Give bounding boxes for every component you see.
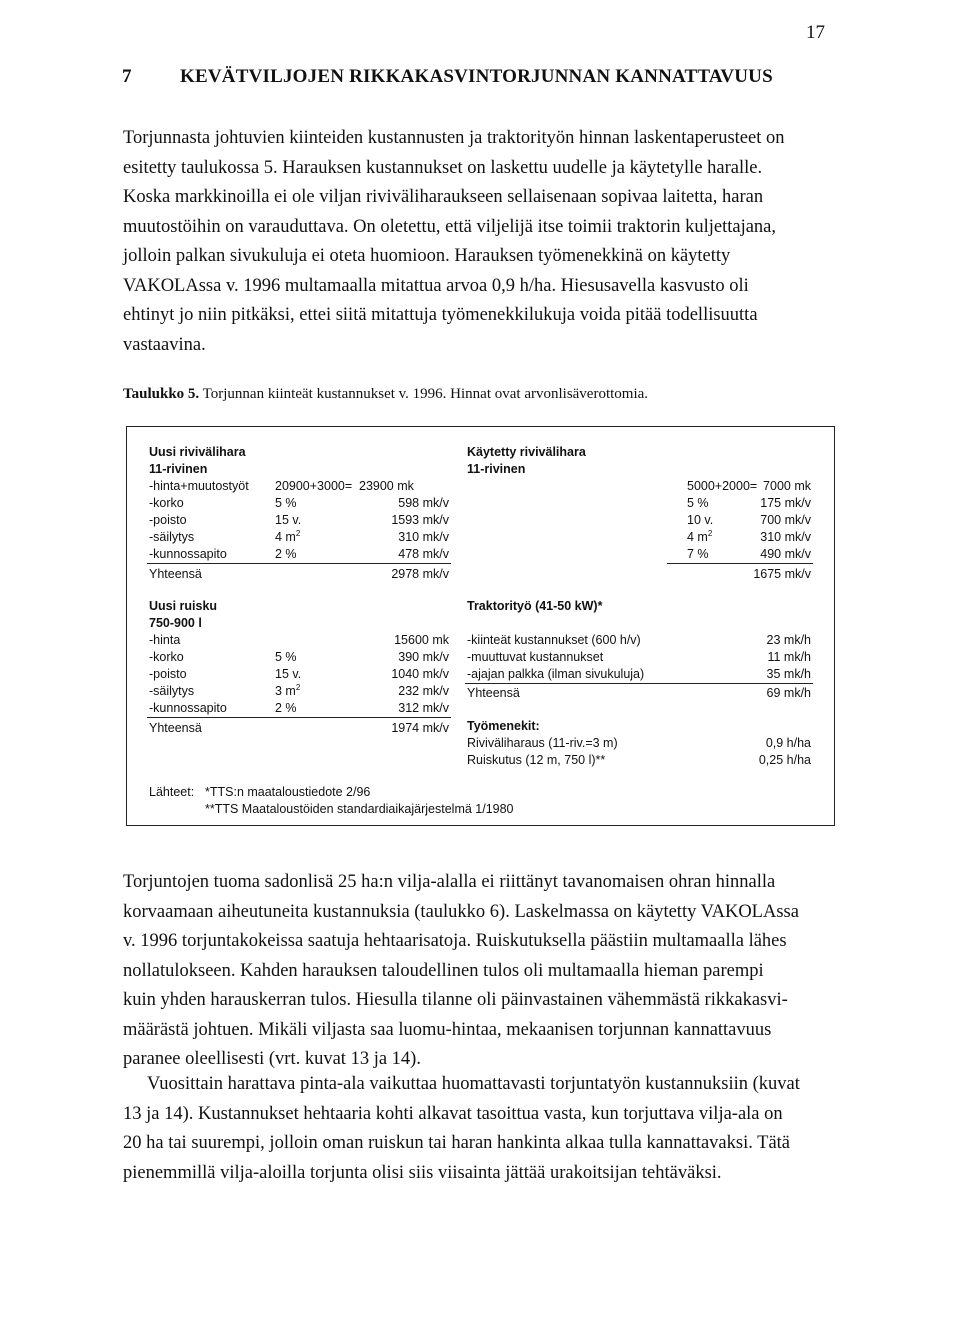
new-harrow-price-label: -hinta+muutostyöt <box>149 479 249 493</box>
results-paragraph <box>123 868 843 1075</box>
used-harrow-total-value: 1675 mk/v <box>753 567 811 581</box>
used-harrow-maintenance-value: 490 mk/v <box>760 547 811 561</box>
tractor-title: Traktorityö (41-50 kW)* <box>467 599 603 613</box>
sprayer-subtitle: 750-900 l <box>149 616 202 630</box>
used-harrow-maintenance-rate: 7 % <box>687 547 709 561</box>
text-line: korvaamaan aiheutuneita kustannuksia (taulukko 6). Laskelmassa on käytetty VAKOLAssa <box>123 901 799 922</box>
used-harrow-storage-area: 4 $m^2$ <box>687 528 713 544</box>
caption-label: Taulukko 5. <box>123 386 200 402</box>
new-harrow-depreciation-value: 1593 mk/v <box>391 513 449 527</box>
new-harrow-depreciation-label: -poisto <box>149 513 187 527</box>
sprayer-interest-value: 390 mk/v <box>398 650 449 664</box>
tractor-total-value: 69 mk/h <box>766 686 811 700</box>
text-line: Koska markkinoilla ei ole viljan riviväliharaukseen sellaisenaan sopivaa laitetta, haran <box>123 187 764 207</box>
new-harrow-maintenance-value: 478 mk/v <box>398 547 449 561</box>
work-title: Työmenekit: <box>467 719 540 733</box>
text-line: kuin yhden harauskerran tulos. Hiesulla tilanne oli päinvastainen vähemmästä rikkakasvi- <box>123 990 788 1010</box>
work-spraying-value: 0,25 h/ha <box>758 753 811 767</box>
new-harrow-price-calc: 20900+3000= <box>275 479 353 493</box>
text-line: määrästä johtuen. Mikäli viljasta saa luomu-hintaa, mekaanisen torjunnan kannattavuus <box>123 1019 772 1040</box>
tractor-variable-label: -muuttuvat kustannukset <box>467 650 604 664</box>
text-line: 13 ja 14). Kustannukset hehtaaria kohti alkavat tasoittua vasta, kun torjuttava vilja-ala on <box>123 1103 783 1124</box>
tractor-wage-value: 35 mk/h <box>766 667 811 681</box>
new-harrow-title: Uusi rivivälihara <box>149 445 246 459</box>
text-line: nollatulokseen. Kahden harauksen taloudellinen tulos oli multamaalla hieman parempi <box>123 960 764 981</box>
new-harrow-storage-value: 310 mk/v <box>398 530 449 544</box>
used-harrow-subtitle: 11-rivinen <box>467 462 526 476</box>
sprayer-interest-label: -korko <box>149 650 184 664</box>
sources-label: Lähteet: <box>149 785 195 799</box>
sprayer-total-value: 1974 mk/v <box>391 721 449 735</box>
new-harrow-interest-rate: 5 % <box>275 496 297 510</box>
text-line: pienemmillä vilja-aloilla torjunta olisi siis viisainta jättää urakoitsijan tehtäväksi. <box>123 1162 722 1183</box>
used-harrow-price-value: 7000 mk <box>763 479 811 493</box>
tractor-variable-value: 11 mk/h <box>767 650 811 664</box>
new-harrow-depreciation-years: 15 v. <box>275 513 302 527</box>
used-harrow-title: Käytetty rivivälihara <box>467 445 586 459</box>
used-harrow-interest-rate: 5 % <box>687 496 709 510</box>
sprayer-depreciation-years: 15 v. <box>275 667 302 681</box>
text-line: esitetty taulukossa 5. Harauksen kustannukset on laskettu uudelle ja käytetylle haralle. <box>123 157 763 178</box>
text-line: 20 ha tai suurempi, jolloin oman ruiskun tai haran hankinta alkaa tulla kannattavaksi. Tätä <box>123 1133 791 1153</box>
text-line: VAKOLAssa v. 1996 multamaalla mitattua arvoa 0,9 h/ha. Hiesusavella kasvusto oli <box>123 275 749 296</box>
sprayer-depreciation-label: -poisto <box>149 667 187 681</box>
work-harrowing-value: 0,9 h/ha <box>765 736 811 750</box>
used-harrow-storage-value: 310 mk/v <box>760 530 811 544</box>
sprayer-maintenance-value: 312 mk/v <box>398 701 449 715</box>
work-harrowing-label: Riviväliharaus (11-riv.=3 m) <box>467 736 618 750</box>
sprayer-depreciation-value: 1040 mk/v <box>391 667 449 681</box>
tractor-total-label: Yhteensä <box>467 686 520 700</box>
divider <box>147 717 451 718</box>
intro-paragraph <box>123 124 843 360</box>
sprayer-storage-value: 232 mk/v <box>398 684 449 698</box>
sprayer-interest-rate: 5 % <box>275 650 297 664</box>
text-line: Torjuntojen tuoma sadonlisä 25 ha:n vilja-alalla ei riittänyt tavanomaisen ohran hinnalla <box>123 872 776 892</box>
used-harrow-depreciation-years: 10 v. <box>687 513 714 527</box>
sprayer-storage-label: -säilytys <box>149 684 195 698</box>
divider <box>147 563 451 564</box>
text-line: v. 1996 torjuntakokeissa saatuja hehtaarisatoja. Ruiskutuksella päästiin multamaalla lähes <box>123 931 787 951</box>
used-harrow-depreciation-value: 700 mk/v <box>760 513 811 527</box>
sprayer-maintenance-rate: 2 % <box>275 701 297 715</box>
table-caption <box>123 386 648 403</box>
divider <box>465 683 813 684</box>
used-harrow-price-calc: 5000+2000= <box>687 479 758 493</box>
new-harrow-subtitle: 11-rivinen <box>149 462 208 476</box>
sprayer-total-label: Yhteensä <box>149 721 202 735</box>
new-harrow-interest-label: -korko <box>149 496 184 510</box>
text-line: muutostöihin on varauduttava. On oletettu, että viljelijä itse toimii traktorin kuljettajana, <box>123 216 777 237</box>
text-line: jolloin palkan sivukuluja ei oteta huomioon. Harauksen työmenekkinä on käytetty <box>123 246 731 266</box>
caption-text: Torjunnan kiinteät kustannukset v. 1996. Hinnat ovat arvonlisäverottomia. <box>202 386 649 402</box>
new-harrow-storage-area: 4 $m^2$ <box>275 528 301 544</box>
sprayer-maintenance-label: -kunnossapito <box>149 701 227 715</box>
text-line: Vuosittain harattava pinta-ala vaikuttaa huomattavasti torjuntatyön kustannuksiin (kuvat <box>147 1074 800 1094</box>
text-line: Torjunnasta johtuvien kiinteiden kustannusten ja traktorityön hinnan laskentaperusteet on <box>123 128 785 148</box>
new-harrow-interest-value: 598 mk/v <box>398 496 449 510</box>
text-line: vastaavina. <box>123 334 206 355</box>
divider <box>667 563 813 564</box>
area-paragraph <box>123 1070 843 1188</box>
new-harrow-price-value: 23900 mk <box>359 479 414 493</box>
sources-line-2: **TTS Maataloustöiden standardiaikajärjestelmä 1/1980 <box>205 802 514 816</box>
new-harrow-total-value: 2978 mk/v <box>391 567 449 581</box>
cost-table <box>126 426 835 826</box>
sprayer-price-value: 15600 mk <box>394 633 449 647</box>
tractor-fixed-label: -kiinteät kustannukset (600 h/v) <box>467 633 641 647</box>
sprayer-storage-area: 3 $m^2$ <box>275 682 301 698</box>
text-line: paranee oleellisesti (vrt. kuvat 13 ja 14). <box>123 1049 421 1069</box>
sprayer-price-label: -hinta <box>149 633 181 647</box>
text-line: ehtinyt jo niin pitkäksi, ettei siitä mitattuja työmenekkilukuja voida pitää todellisuutta <box>123 305 758 325</box>
tractor-fixed-value: 23 mk/h <box>766 633 811 647</box>
used-harrow-interest-value: 175 mk/v <box>760 496 811 510</box>
sprayer-title: Uusi ruisku <box>149 599 218 613</box>
new-harrow-total-label: Yhteensä <box>149 567 202 581</box>
section-number: 7 <box>122 66 132 87</box>
tractor-wage-label: -ajajan palkka (ilman sivukuluja) <box>467 667 645 681</box>
work-spraying-label: Ruiskutus (12 m, 750 l)** <box>467 753 606 767</box>
page-number: 17 <box>806 22 825 43</box>
new-harrow-storage-label: -säilytys <box>149 530 195 544</box>
section-title: KEVÄTVILJOJEN RIKKAKASVINTORJUNNAN KANNATTAVUUS <box>180 66 773 87</box>
new-harrow-maintenance-label: -kunnossapito <box>149 547 227 561</box>
new-harrow-maintenance-rate: 2 % <box>275 547 297 561</box>
sources-line-1: *TTS:n maataloustiedote 2/96 <box>205 785 371 799</box>
